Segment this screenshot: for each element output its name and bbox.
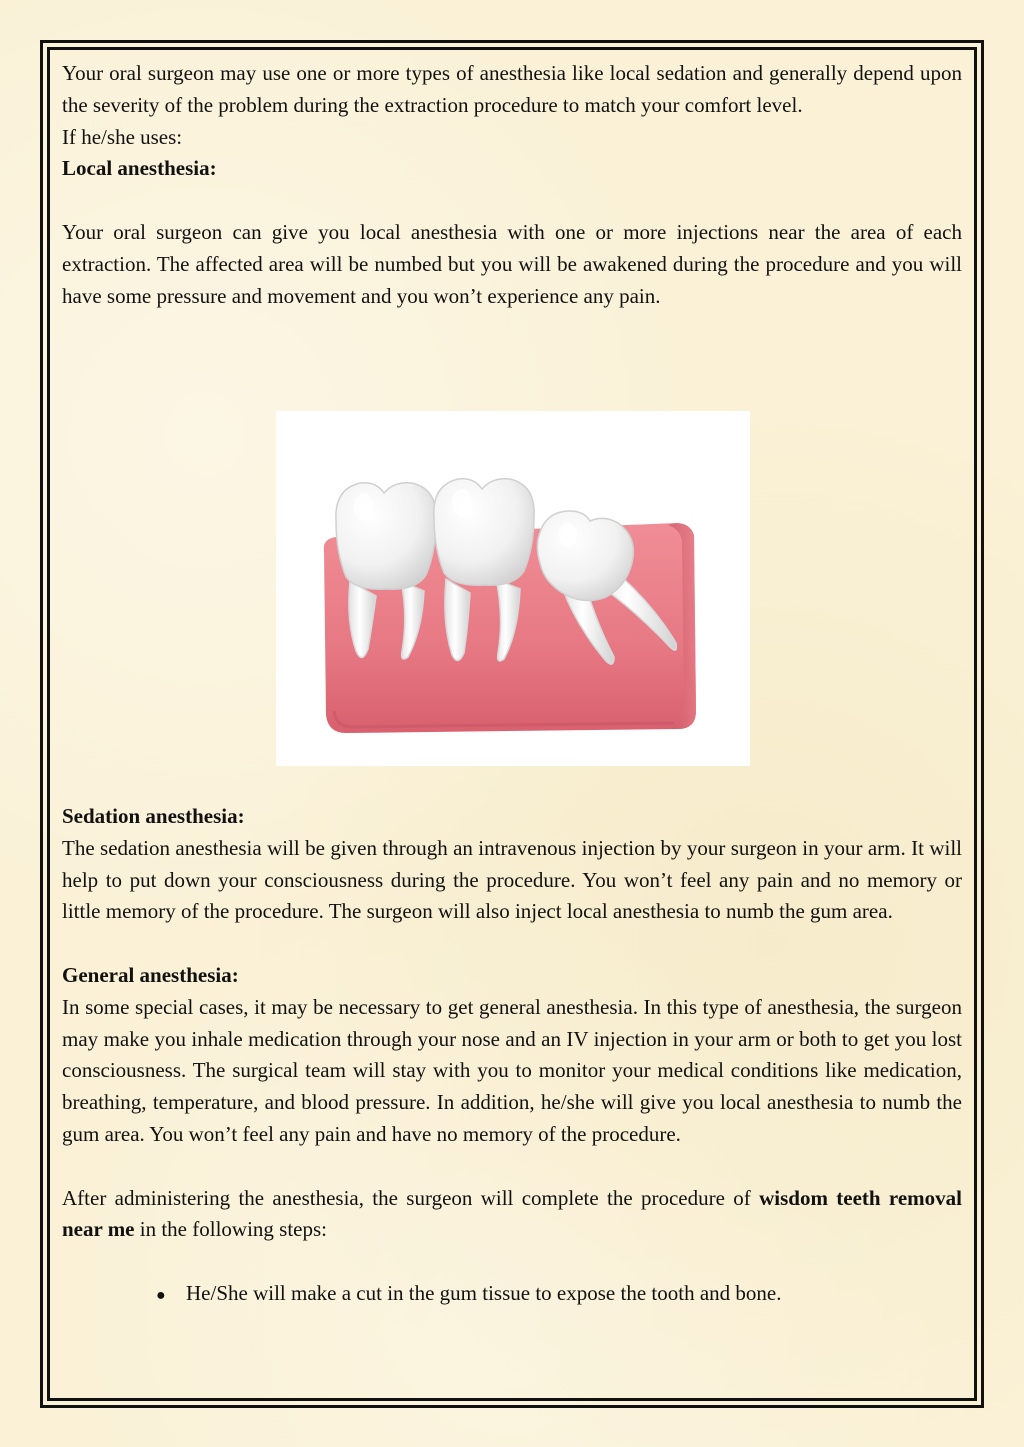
spacer xyxy=(62,928,962,960)
teeth-illustration-image xyxy=(276,411,750,766)
upper-content xyxy=(62,58,962,312)
local-anesthesia-body: Your oral surgeon can give you local anesthesia with one or more injections near the area of each extraction. The affected area will be numbed but you will be awakened during the procedure and you will have some pressure and movement and you won’t experience any pain. xyxy=(62,219,962,308)
sedation-anesthesia-heading: Sedation anesthesia: xyxy=(62,804,245,828)
intro-paragraph: Your oral surgeon may use one or more types of anesthesia like local sedation and generally depend upon the severity of the problem during the extraction procedure to match your comfort level. xyxy=(62,61,962,117)
list-item xyxy=(62,1278,962,1312)
after-paragraph xyxy=(62,1183,962,1247)
general-anesthesia-heading: General anesthesia: xyxy=(62,962,239,987)
sedation-anesthesia-body: The sedation anesthesia will be given through an intravenous injection by your surgeon in your arm. It will help to put down your consciousness during the procedure. You won’t feel any pain and no memory or little memory of the procedure. The surgeon will also inject local anesthesia to numb the gum area. xyxy=(62,835,962,924)
teeth-illustration xyxy=(276,411,750,766)
spacer xyxy=(62,1246,962,1278)
wisdom-teeth-keyword: wisdom teeth removal near me xyxy=(62,1185,962,1242)
tooth-crowns xyxy=(336,479,634,601)
lower-content xyxy=(62,801,962,1312)
bullet-icon: ● xyxy=(156,1286,166,1304)
spacer xyxy=(62,1151,962,1183)
spacer xyxy=(62,185,962,217)
list-item-text: He/She will make a cut in the gum tissue to expose the tooth and bone. xyxy=(186,1280,782,1305)
after-text-before: After administering the anesthesia, the surgeon will complete the procedure of xyxy=(62,1185,760,1210)
after-text-after: in the following steps: xyxy=(134,1217,328,1242)
local-anesthesia-heading: Local anesthesia: xyxy=(62,156,217,181)
general-anesthesia-body: In some special cases, it may be necessary to get general anesthesia. In this type of anesthesia, the surgeon may make you inhale medication through your nose and an IV injection in your arm or both to get you lost consciousness. The surgical team will stay with you to monitor your medical conditions like medication, breathing, temperature, and blood pressure. In addition, he/she will give you local anesthesia to numb the gum area. You won’t feel any pain and have no memory of the procedure. xyxy=(62,994,962,1146)
intro-condition: If he/she uses: xyxy=(62,124,183,149)
